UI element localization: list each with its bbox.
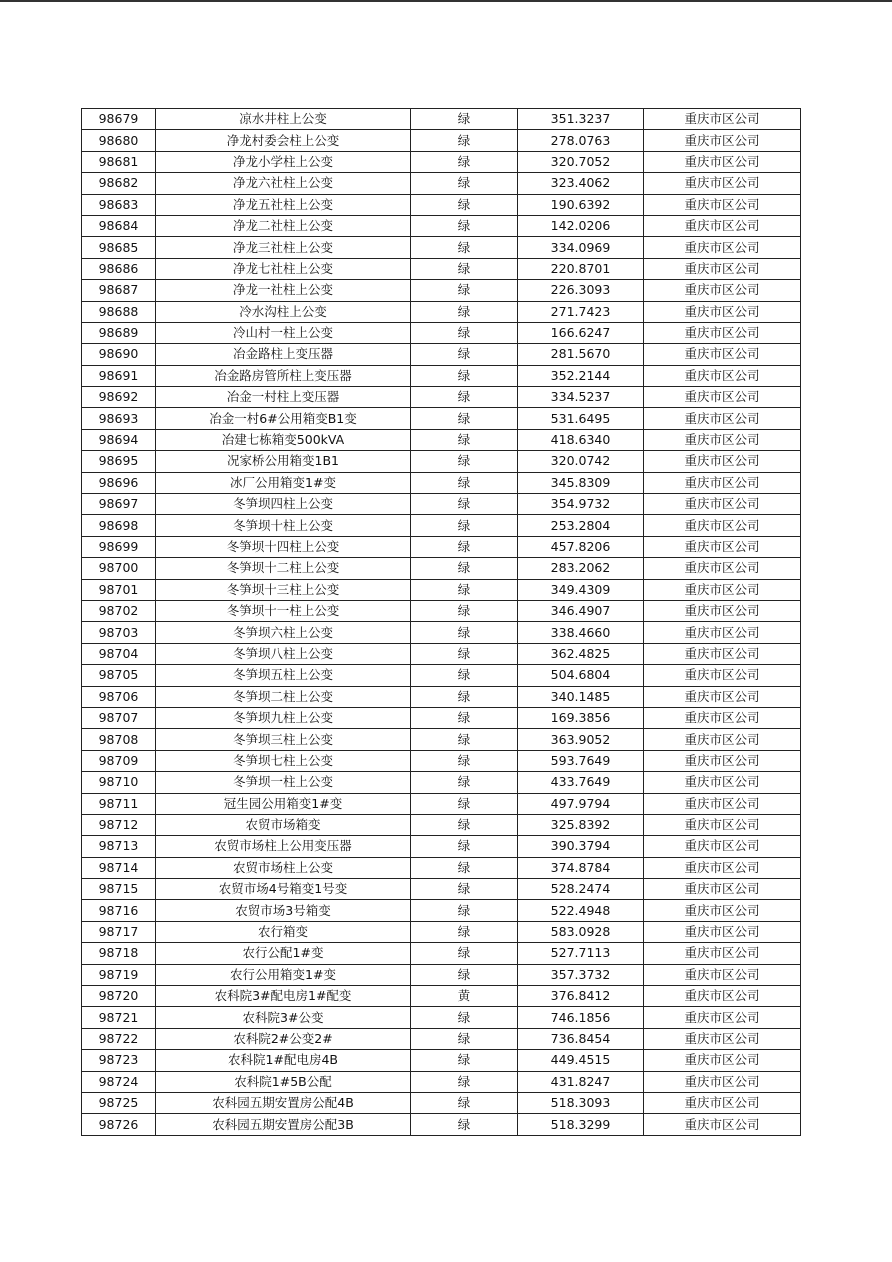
cell-name: 净龙三社柱上公变 (156, 237, 411, 258)
cell-status: 绿 (411, 515, 518, 536)
cell-company: 重庆市区公司 (644, 686, 801, 707)
table-row (82, 258, 801, 279)
cell-company: 重庆市区公司 (644, 1028, 801, 1049)
table-row (82, 964, 801, 985)
cell-name: 农科院3#公变 (156, 1007, 411, 1028)
cell-status: 绿 (411, 793, 518, 814)
cell-name: 净龙六社柱上公变 (156, 173, 411, 194)
cell-value: 354.9732 (518, 494, 644, 515)
cell-status: 绿 (411, 964, 518, 985)
cell-status: 绿 (411, 1028, 518, 1049)
cell-id: 98685 (82, 237, 156, 258)
cell-company: 重庆市区公司 (644, 665, 801, 686)
cell-status: 绿 (411, 130, 518, 151)
cell-id: 98714 (82, 857, 156, 878)
cell-name: 农行公用箱变1#变 (156, 964, 411, 985)
table-row (82, 130, 801, 151)
page-top-border (0, 0, 892, 2)
cell-id: 98701 (82, 579, 156, 600)
cell-value: 431.8247 (518, 1071, 644, 1092)
cell-name: 冬笋坝七柱上公变 (156, 750, 411, 771)
cell-id: 98696 (82, 472, 156, 493)
cell-status: 绿 (411, 707, 518, 728)
cell-id: 98710 (82, 772, 156, 793)
cell-status: 绿 (411, 194, 518, 215)
table-row (82, 1071, 801, 1092)
cell-status: 绿 (411, 943, 518, 964)
cell-id: 98712 (82, 814, 156, 835)
cell-name: 农科园五期安置房公配4B (156, 1092, 411, 1113)
table-row (82, 665, 801, 686)
cell-id: 98694 (82, 429, 156, 450)
cell-status: 绿 (411, 1071, 518, 1092)
cell-status: 绿 (411, 643, 518, 664)
cell-company: 重庆市区公司 (644, 643, 801, 664)
cell-name: 冬笋坝三柱上公变 (156, 729, 411, 750)
cell-value: 746.1856 (518, 1007, 644, 1028)
cell-value: 518.3093 (518, 1092, 644, 1113)
cell-value: 504.6804 (518, 665, 644, 686)
table-row (82, 772, 801, 793)
cell-value: 142.0206 (518, 215, 644, 236)
cell-company: 重庆市区公司 (644, 772, 801, 793)
cell-status: 绿 (411, 536, 518, 557)
cell-value: 736.8454 (518, 1028, 644, 1049)
cell-id: 98726 (82, 1114, 156, 1135)
cell-name: 净龙村委会柱上公变 (156, 130, 411, 151)
cell-name: 凉水井柱上公变 (156, 109, 411, 130)
cell-value: 226.3093 (518, 280, 644, 301)
cell-value: 349.4309 (518, 579, 644, 600)
cell-id: 98713 (82, 836, 156, 857)
cell-company: 重庆市区公司 (644, 258, 801, 279)
cell-name: 冶金路房管所柱上变压器 (156, 365, 411, 386)
cell-id: 98680 (82, 130, 156, 151)
cell-company: 重庆市区公司 (644, 237, 801, 258)
cell-company: 重庆市区公司 (644, 515, 801, 536)
cell-id: 98723 (82, 1050, 156, 1071)
cell-value: 374.8784 (518, 857, 644, 878)
cell-status: 绿 (411, 237, 518, 258)
table-row (82, 1092, 801, 1113)
cell-company: 重庆市区公司 (644, 151, 801, 172)
cell-name: 冬笋坝八柱上公变 (156, 643, 411, 664)
cell-id: 98688 (82, 301, 156, 322)
cell-status: 绿 (411, 686, 518, 707)
cell-status: 黄 (411, 986, 518, 1007)
cell-company: 重庆市区公司 (644, 536, 801, 557)
cell-company: 重庆市区公司 (644, 943, 801, 964)
cell-name: 净龙五社柱上公变 (156, 194, 411, 215)
cell-value: 190.6392 (518, 194, 644, 215)
cell-name: 冶金路柱上变压器 (156, 344, 411, 365)
cell-status: 绿 (411, 408, 518, 429)
table-row (82, 344, 801, 365)
table-row (82, 622, 801, 643)
cell-name: 农贸市场箱变 (156, 814, 411, 835)
cell-name: 冬笋坝十柱上公变 (156, 515, 411, 536)
cell-value: 593.7649 (518, 750, 644, 771)
cell-value: 253.2804 (518, 515, 644, 536)
table-row (82, 194, 801, 215)
cell-id: 98717 (82, 921, 156, 942)
cell-id: 98682 (82, 173, 156, 194)
cell-status: 绿 (411, 344, 518, 365)
table-row (82, 215, 801, 236)
cell-id: 98687 (82, 280, 156, 301)
table-row (82, 579, 801, 600)
cell-id: 98722 (82, 1028, 156, 1049)
cell-id: 98724 (82, 1071, 156, 1092)
cell-value: 528.2474 (518, 879, 644, 900)
cell-value: 449.4515 (518, 1050, 644, 1071)
table-row (82, 322, 801, 343)
cell-company: 重庆市区公司 (644, 408, 801, 429)
cell-id: 98692 (82, 387, 156, 408)
table-row (82, 707, 801, 728)
cell-status: 绿 (411, 729, 518, 750)
cell-name: 农科园五期安置房公配3B (156, 1114, 411, 1135)
cell-status: 绿 (411, 900, 518, 921)
cell-status: 绿 (411, 772, 518, 793)
table-row (82, 109, 801, 130)
cell-status: 绿 (411, 109, 518, 130)
cell-value: 527.7113 (518, 943, 644, 964)
cell-name: 冰厂公用箱变1#变 (156, 472, 411, 493)
cell-name: 冬笋坝十三柱上公变 (156, 579, 411, 600)
cell-value: 320.7052 (518, 151, 644, 172)
cell-id: 98719 (82, 964, 156, 985)
cell-name: 冬笋坝十四柱上公变 (156, 536, 411, 557)
cell-value: 325.8392 (518, 814, 644, 835)
cell-value: 418.6340 (518, 429, 644, 450)
cell-name: 冶建七栋箱变500kVA (156, 429, 411, 450)
cell-company: 重庆市区公司 (644, 921, 801, 942)
cell-name: 农行公配1#变 (156, 943, 411, 964)
table-row (82, 1050, 801, 1071)
cell-name: 净龙一社柱上公变 (156, 280, 411, 301)
cell-company: 重庆市区公司 (644, 194, 801, 215)
cell-id: 98718 (82, 943, 156, 964)
cell-value: 271.7423 (518, 301, 644, 322)
cell-company: 重庆市区公司 (644, 451, 801, 472)
cell-company: 重庆市区公司 (644, 280, 801, 301)
cell-value: 278.0763 (518, 130, 644, 151)
table-row (82, 986, 801, 1007)
table-row (82, 558, 801, 579)
cell-value: 363.9052 (518, 729, 644, 750)
cell-value: 334.0969 (518, 237, 644, 258)
cell-status: 绿 (411, 879, 518, 900)
cell-status: 绿 (411, 622, 518, 643)
cell-id: 98689 (82, 322, 156, 343)
cell-company: 重庆市区公司 (644, 579, 801, 600)
cell-name: 冬笋坝一柱上公变 (156, 772, 411, 793)
cell-value: 522.4948 (518, 900, 644, 921)
cell-name: 冬笋坝五柱上公变 (156, 665, 411, 686)
table-row (82, 365, 801, 386)
cell-company: 重庆市区公司 (644, 173, 801, 194)
cell-name: 冬笋坝二柱上公变 (156, 686, 411, 707)
cell-company: 重庆市区公司 (644, 879, 801, 900)
table-row (82, 301, 801, 322)
cell-status: 绿 (411, 921, 518, 942)
cell-value: 320.0742 (518, 451, 644, 472)
cell-status: 绿 (411, 322, 518, 343)
table-row (82, 451, 801, 472)
cell-value: 338.4660 (518, 622, 644, 643)
cell-value: 583.0928 (518, 921, 644, 942)
cell-value: 357.3732 (518, 964, 644, 985)
table-row (82, 1028, 801, 1049)
cell-name: 冬笋坝九柱上公变 (156, 707, 411, 728)
cell-status: 绿 (411, 600, 518, 621)
table-row (82, 151, 801, 172)
cell-company: 重庆市区公司 (644, 322, 801, 343)
cell-company: 重庆市区公司 (644, 494, 801, 515)
cell-id: 98715 (82, 879, 156, 900)
cell-name: 冶金一村柱上变压器 (156, 387, 411, 408)
cell-name: 农行箱变 (156, 921, 411, 942)
table-row (82, 536, 801, 557)
cell-status: 绿 (411, 1114, 518, 1135)
cell-status: 绿 (411, 472, 518, 493)
cell-name: 农贸市场4号箱变1号变 (156, 879, 411, 900)
table-row (82, 814, 801, 835)
cell-id: 98720 (82, 986, 156, 1007)
cell-id: 98716 (82, 900, 156, 921)
cell-company: 重庆市区公司 (644, 1071, 801, 1092)
cell-company: 重庆市区公司 (644, 130, 801, 151)
cell-name: 净龙小学柱上公变 (156, 151, 411, 172)
cell-company: 重庆市区公司 (644, 215, 801, 236)
transformer-table (81, 108, 801, 1136)
cell-company: 重庆市区公司 (644, 109, 801, 130)
cell-status: 绿 (411, 857, 518, 878)
cell-name: 冬笋坝四柱上公变 (156, 494, 411, 515)
cell-name: 农科院1#5B公配 (156, 1071, 411, 1092)
cell-name: 况家桥公用箱变1B1 (156, 451, 411, 472)
cell-id: 98721 (82, 1007, 156, 1028)
cell-id: 98705 (82, 665, 156, 686)
cell-status: 绿 (411, 365, 518, 386)
cell-value: 334.5237 (518, 387, 644, 408)
cell-company: 重庆市区公司 (644, 729, 801, 750)
cell-company: 重庆市区公司 (644, 387, 801, 408)
table-row (82, 643, 801, 664)
table-row (82, 686, 801, 707)
cell-value: 283.2062 (518, 558, 644, 579)
cell-status: 绿 (411, 558, 518, 579)
cell-id: 98699 (82, 536, 156, 557)
cell-id: 98684 (82, 215, 156, 236)
cell-company: 重庆市区公司 (644, 814, 801, 835)
cell-status: 绿 (411, 1007, 518, 1028)
cell-id: 98703 (82, 622, 156, 643)
table-row (82, 879, 801, 900)
cell-name: 冬笋坝六柱上公变 (156, 622, 411, 643)
cell-company: 重庆市区公司 (644, 836, 801, 857)
cell-status: 绿 (411, 814, 518, 835)
cell-company: 重庆市区公司 (644, 857, 801, 878)
cell-company: 重庆市区公司 (644, 558, 801, 579)
cell-name: 冬笋坝十二柱上公变 (156, 558, 411, 579)
cell-value: 352.2144 (518, 365, 644, 386)
cell-id: 98706 (82, 686, 156, 707)
cell-status: 绿 (411, 494, 518, 515)
table-row (82, 387, 801, 408)
cell-value: 390.3794 (518, 836, 644, 857)
cell-id: 98691 (82, 365, 156, 386)
cell-company: 重庆市区公司 (644, 622, 801, 643)
cell-company: 重庆市区公司 (644, 365, 801, 386)
cell-value: 345.8309 (518, 472, 644, 493)
cell-status: 绿 (411, 387, 518, 408)
table-row (82, 750, 801, 771)
cell-value: 351.3237 (518, 109, 644, 130)
cell-value: 346.4907 (518, 600, 644, 621)
table-row (82, 173, 801, 194)
cell-id: 98697 (82, 494, 156, 515)
cell-value: 433.7649 (518, 772, 644, 793)
table-row (82, 900, 801, 921)
cell-company: 重庆市区公司 (644, 707, 801, 728)
cell-id: 98702 (82, 600, 156, 621)
table-row (82, 1007, 801, 1028)
cell-status: 绿 (411, 665, 518, 686)
table-row (82, 943, 801, 964)
cell-value: 166.6247 (518, 322, 644, 343)
cell-company: 重庆市区公司 (644, 301, 801, 322)
cell-status: 绿 (411, 836, 518, 857)
cell-value: 376.8412 (518, 986, 644, 1007)
cell-id: 98704 (82, 643, 156, 664)
table-row (82, 729, 801, 750)
cell-id: 98683 (82, 194, 156, 215)
table-body (82, 109, 801, 1136)
cell-status: 绿 (411, 1092, 518, 1113)
cell-id: 98695 (82, 451, 156, 472)
cell-company: 重庆市区公司 (644, 1050, 801, 1071)
cell-id: 98711 (82, 793, 156, 814)
cell-name: 冬笋坝十一柱上公变 (156, 600, 411, 621)
cell-company: 重庆市区公司 (644, 793, 801, 814)
cell-company: 重庆市区公司 (644, 964, 801, 985)
table-row (82, 1114, 801, 1135)
cell-id: 98690 (82, 344, 156, 365)
cell-id: 98693 (82, 408, 156, 429)
cell-value: 323.4062 (518, 173, 644, 194)
cell-company: 重庆市区公司 (644, 750, 801, 771)
cell-company: 重庆市区公司 (644, 1007, 801, 1028)
cell-name: 净龙七社柱上公变 (156, 258, 411, 279)
cell-id: 98700 (82, 558, 156, 579)
cell-id: 98681 (82, 151, 156, 172)
cell-value: 518.3299 (518, 1114, 644, 1135)
cell-status: 绿 (411, 579, 518, 600)
cell-id: 98698 (82, 515, 156, 536)
cell-name: 冷水沟柱上公变 (156, 301, 411, 322)
cell-status: 绿 (411, 1050, 518, 1071)
cell-value: 169.3856 (518, 707, 644, 728)
table-row (82, 600, 801, 621)
cell-name: 冷山村一柱上公变 (156, 322, 411, 343)
table-row (82, 515, 801, 536)
cell-name: 农科院1#配电房4B (156, 1050, 411, 1071)
cell-value: 340.1485 (518, 686, 644, 707)
cell-value: 220.8701 (518, 258, 644, 279)
cell-value: 281.5670 (518, 344, 644, 365)
cell-status: 绿 (411, 429, 518, 450)
cell-name: 农科院2#公变2# (156, 1028, 411, 1049)
cell-id: 98709 (82, 750, 156, 771)
cell-id: 98725 (82, 1092, 156, 1113)
cell-company: 重庆市区公司 (644, 472, 801, 493)
table-row (82, 429, 801, 450)
cell-company: 重庆市区公司 (644, 1092, 801, 1113)
cell-company: 重庆市区公司 (644, 986, 801, 1007)
cell-name: 农贸市场柱上公用变压器 (156, 836, 411, 857)
cell-id: 98708 (82, 729, 156, 750)
cell-id: 98686 (82, 258, 156, 279)
cell-name: 冶金一村6#公用箱变B1变 (156, 408, 411, 429)
cell-company: 重庆市区公司 (644, 900, 801, 921)
cell-status: 绿 (411, 451, 518, 472)
cell-value: 497.9794 (518, 793, 644, 814)
table-row (82, 793, 801, 814)
cell-company: 重庆市区公司 (644, 344, 801, 365)
table-row (82, 237, 801, 258)
cell-status: 绿 (411, 173, 518, 194)
cell-name: 农科院3#配电房1#配变 (156, 986, 411, 1007)
table-row (82, 494, 801, 515)
cell-status: 绿 (411, 750, 518, 771)
table-row (82, 836, 801, 857)
cell-status: 绿 (411, 151, 518, 172)
table-row (82, 280, 801, 301)
cell-company: 重庆市区公司 (644, 1114, 801, 1135)
cell-company: 重庆市区公司 (644, 600, 801, 621)
cell-status: 绿 (411, 301, 518, 322)
cell-value: 362.4825 (518, 643, 644, 664)
cell-company: 重庆市区公司 (644, 429, 801, 450)
cell-name: 净龙二社柱上公变 (156, 215, 411, 236)
table-row (82, 408, 801, 429)
cell-status: 绿 (411, 280, 518, 301)
cell-id: 98707 (82, 707, 156, 728)
table-row (82, 472, 801, 493)
cell-value: 531.6495 (518, 408, 644, 429)
cell-status: 绿 (411, 258, 518, 279)
cell-name: 冠生园公用箱变1#变 (156, 793, 411, 814)
cell-value: 457.8206 (518, 536, 644, 557)
cell-name: 农贸市场3号箱变 (156, 900, 411, 921)
table-row (82, 921, 801, 942)
cell-status: 绿 (411, 215, 518, 236)
table-row (82, 857, 801, 878)
cell-id: 98679 (82, 109, 156, 130)
cell-name: 农贸市场柱上公变 (156, 857, 411, 878)
